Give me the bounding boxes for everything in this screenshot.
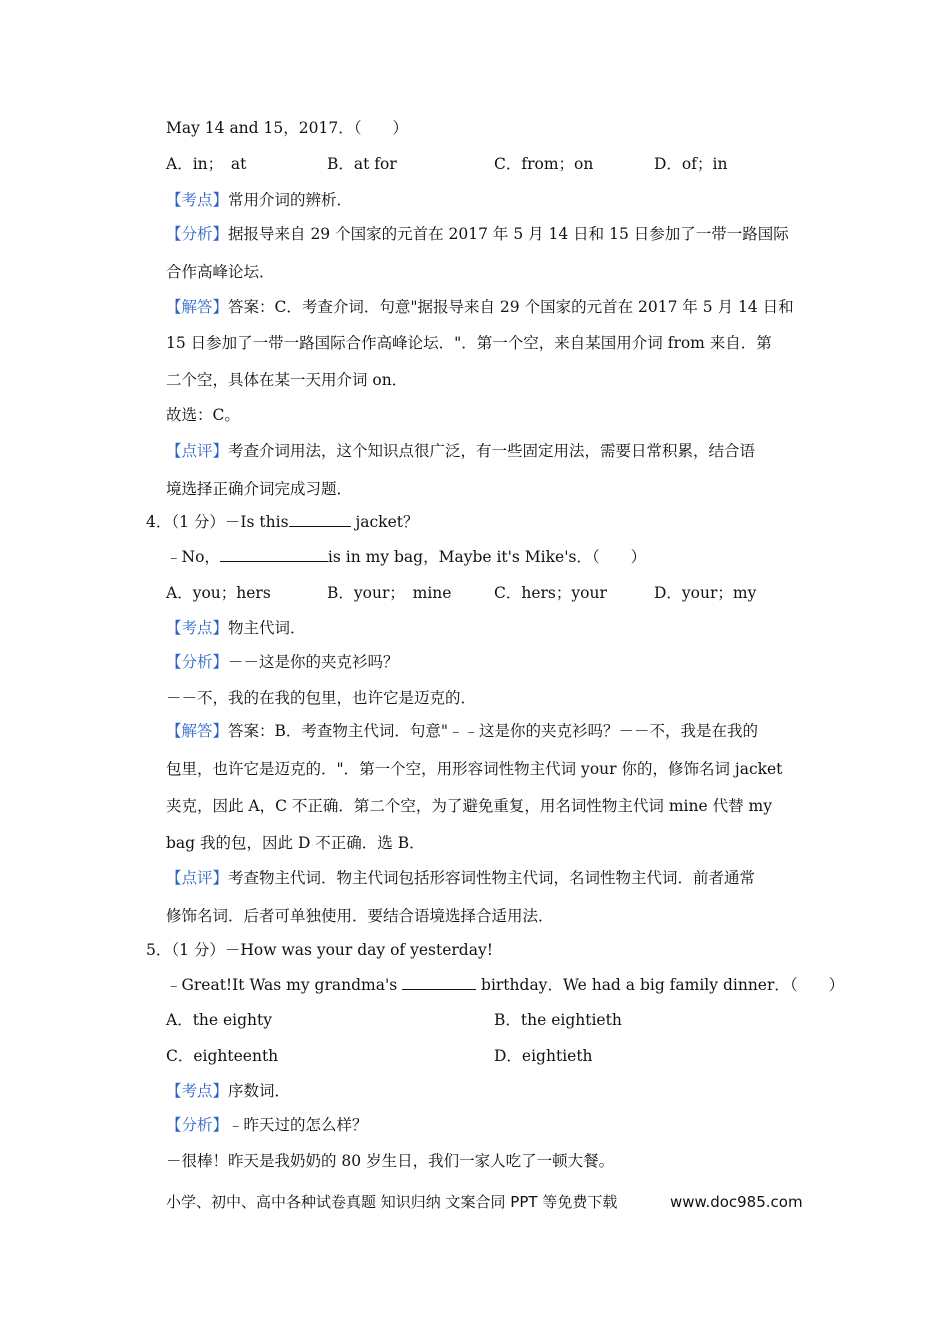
q4-option-a: A．you；hers — [166, 584, 271, 602]
fenxi-tag: 【分析】 — [166, 1116, 229, 1134]
q4-jieda-line3: 夹克，因此 A，C 不正确．第二个空，为了避免重复，用名词性物主代词 mine 代替 my — [166, 797, 772, 815]
footer-note: 小学、初中、高中各种试卷真题 知识归纳 文案合同 PPT 等免费下载 — [166, 1193, 618, 1211]
q4-option-b: B．your； mine — [327, 584, 452, 602]
answer-blank — [220, 547, 328, 562]
dianping-tag: 【点评】 — [166, 869, 229, 887]
answer-blank — [402, 975, 476, 990]
jieda-text: 答案：C．考查介词．句意"据报导来自 29 个国家的元首在 2017 年 5 月 14 日和 — [228, 298, 794, 316]
q5-stem-line2 — [166, 975, 844, 995]
q5-option-a: A．the eighty — [166, 1011, 273, 1029]
q5-stem2-tail: birthday．We had a big family dinner．（ ） — [476, 976, 845, 994]
kaodian-tag: 【考点】 — [166, 191, 229, 209]
q4-option-c: C．hers；your — [494, 584, 607, 602]
q3-option-d: D．of；in — [654, 155, 728, 173]
q5-option-d: D．eightieth — [494, 1047, 593, 1065]
q3-jieda — [166, 297, 794, 317]
kaodian-text: 物主代词． — [228, 619, 306, 637]
q4-stem-line2 — [166, 547, 646, 567]
fenxi-text: ﹣昨天过的怎么样？ — [228, 1116, 368, 1134]
q3-option-b: B．at for — [327, 155, 397, 173]
dianping-tag: 【点评】 — [166, 442, 229, 460]
fenxi-tag: 【分析】 — [166, 225, 229, 243]
q4-dianping-line2: 修饰名词．后者可单独使用．要结合语境选择合适用法． — [166, 907, 554, 925]
q5-fenxi-line2: －很棒！昨天是我奶奶的 80 岁生日，我们一家人吃了一顿大餐。 — [166, 1152, 615, 1170]
q5-stem: 5．（1 分）－How was your day of yesterday! — [146, 941, 493, 959]
jieda-tag: 【解答】 — [166, 298, 229, 316]
q4-jieda-line4: bag 我的包，因此 D 不正确．选 B． — [166, 834, 425, 852]
q3-fenxi — [166, 224, 789, 244]
q5-option-c: C．eighteenth — [166, 1047, 279, 1065]
q3-dianping-line2: 境选择正确介词完成习题． — [166, 480, 353, 498]
kaodian-tag: 【考点】 — [166, 1082, 229, 1100]
jieda-tag: 【解答】 — [166, 722, 229, 740]
fenxi-text: 据报导来自 29 个国家的元首在 2017 年 5 月 14 日和 15 日参加了一带一路国际 — [228, 225, 789, 243]
q3-jieda-line2: 15 日参加了一带一路国际合作高峰论坛．"．第一个空，来自某国用介词 from 来自．第 — [166, 334, 772, 352]
kaodian-text: 常用介词的辨析． — [228, 191, 353, 209]
q4-stem — [146, 512, 418, 532]
q4-fenxi — [166, 652, 399, 672]
q4-dianping — [166, 868, 755, 888]
q4-stem2-head: ﹣No， — [166, 548, 220, 566]
q4-kaodian — [166, 618, 306, 638]
fenxi-text: －－这是你的夹克衫吗？ — [228, 653, 399, 671]
q4-option-d: D．your；my — [654, 584, 757, 602]
kaodian-text: 序数词． — [228, 1082, 291, 1100]
dianping-text: 考查物主代词．物主代词包括形容词性物主代词，名词性物主代词．前者通常 — [228, 869, 756, 887]
q4-fenxi-line2: －－不，我的在我的包里，也许它是迈克的． — [166, 689, 477, 707]
q3-stem-tail: May 14 and 15，2017．（ ） — [166, 119, 408, 137]
q4-number: 4．（1 分）－Is this — [146, 513, 289, 531]
q4-jieda-line2: 包里，也许它是迈克的．"．第一个空，用形容词性物主代词 your 你的，修饰名词 jacket — [166, 760, 783, 778]
q3-option-c: C．from；on — [494, 155, 594, 173]
jieda-text: 答案：B．考查物主代词．句意"﹣﹣这是你的夹克衫吗？－－不，我是在我的 — [228, 722, 759, 740]
answer-blank — [289, 512, 351, 527]
dianping-text: 考查介词用法，这个知识点很广泛，有一些固定用法，需要日常积累，结合语 — [228, 442, 756, 460]
q5-fenxi — [166, 1115, 368, 1135]
q4-stem2-tail: is in my bag，Maybe it's Mike's．（ ） — [327, 548, 647, 566]
q3-dianping — [166, 441, 755, 461]
q3-jieda-line3: 二个空，具体在某一天用介词 on． — [166, 371, 408, 389]
kaodian-tag: 【考点】 — [166, 619, 229, 637]
q5-stem2-head: ﹣Great!It Was my grandma's — [166, 976, 403, 994]
q3-kaodian — [166, 190, 352, 210]
q3-fenxi-line2: 合作高峰论坛． — [166, 263, 275, 281]
footer-link[interactable]: www.doc985.com — [670, 1193, 803, 1211]
q4-stem-tail: jacket？ — [350, 513, 419, 531]
q4-jieda — [166, 721, 758, 741]
q5-option-b: B．the eightieth — [494, 1011, 622, 1029]
q3-guxuan: 故选：C。 — [166, 406, 240, 424]
q5-kaodian — [166, 1081, 290, 1101]
fenxi-tag: 【分析】 — [166, 653, 229, 671]
q3-option-a: A．in； at — [166, 155, 247, 173]
